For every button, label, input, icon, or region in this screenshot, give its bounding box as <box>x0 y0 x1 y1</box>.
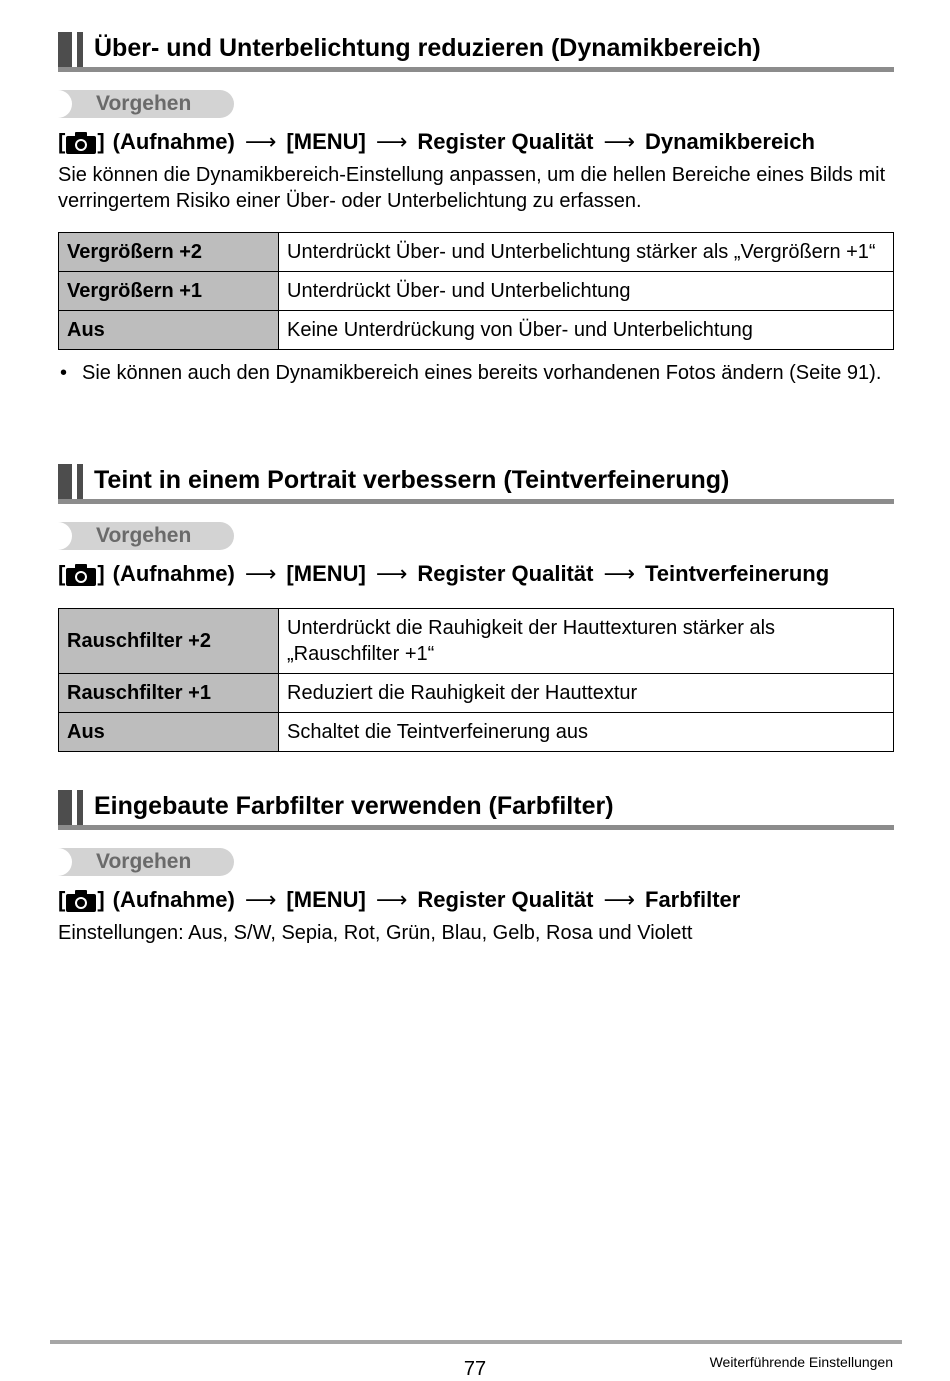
path-mode: (Aufnahme) <box>112 129 235 154</box>
table-key: Vergrößern +1 <box>59 272 279 311</box>
table-value: Keine Unterdrückung von Über- und Unterbelichtung <box>279 311 894 350</box>
path-menu: [MENU] <box>286 887 366 912</box>
procedure-label-text: Vorgehen <box>96 524 192 547</box>
table-key: Vergrößern +2 <box>59 233 279 272</box>
bracket-close: ] <box>97 561 105 586</box>
procedure-label <box>58 90 234 118</box>
path-menu: [MENU] <box>286 129 366 154</box>
table-value: Unterdrückt die Rauhigkeit der Hauttexturen stärker als „Rauschfilter +1“ <box>279 609 894 674</box>
path-mode: (Aufnahme) <box>112 561 235 586</box>
path-target: Teintverfeinerung <box>645 561 830 586</box>
arrow-right-icon: ⟶ <box>603 887 635 912</box>
section-title: Teint in einem Portrait verbessern (Teintverfeinerung) <box>94 466 730 494</box>
arrow-right-icon: ⟶ <box>375 129 408 154</box>
note-text: Sie können auch den Dynamikbereich eines bereits vorhandenen Fotos ändern (Seite 91). <box>82 362 882 384</box>
table-row <box>59 713 894 752</box>
path-target: Dynamikbereich <box>645 129 815 154</box>
page-number: 77 <box>463 1358 487 1380</box>
table-row <box>59 609 894 674</box>
arrow-right-icon: ⟶ <box>603 561 635 586</box>
section-description: Einstellungen: Aus, S/W, Sepia, Rot, Grün, Blau, Gelb, Rosa und Violett <box>58 922 693 944</box>
procedure-label <box>58 522 234 550</box>
note-bullet <box>58 360 894 386</box>
footer-rule <box>50 1340 902 1344</box>
camera-icon <box>66 563 96 585</box>
heading-bar-decoration <box>77 790 83 828</box>
settings-table <box>58 232 894 350</box>
table-value: Unterdrückt Über- und Unterbelichtung stärker als „Vergrößern +1“ <box>279 233 894 272</box>
camera-icon <box>66 131 96 153</box>
table-row <box>59 233 894 272</box>
section-description: Sie können die Dynamikbereich-Einstellung anpassen, um die hellen Bereiche eines Bilds mit verringertem Risiko einer Über- oder Unterbelichtung zu erfassen. <box>58 164 886 212</box>
arrow-right-icon: ⟶ <box>603 129 635 154</box>
heading-rule <box>58 499 894 504</box>
path-register: Register Qualität <box>417 561 594 586</box>
bracket-open: [ <box>58 561 66 586</box>
procedure-label-text: Vorgehen <box>96 850 192 873</box>
section-heading <box>58 464 894 504</box>
arrow-right-icon: ⟶ <box>375 887 408 912</box>
procedure-label <box>58 848 234 876</box>
bracket-close: ] <box>97 887 105 912</box>
bracket-close: ] <box>97 129 105 154</box>
bracket-open: [ <box>58 887 66 912</box>
path-register: Register Qualität <box>417 887 594 912</box>
heading-bar-decoration <box>58 32 72 70</box>
table-row <box>59 674 894 713</box>
heading-bar-decoration <box>58 464 72 502</box>
heading-bar-decoration <box>58 790 72 828</box>
menu-path <box>58 558 894 590</box>
table-row <box>59 311 894 350</box>
table-value: Schaltet die Teintverfeinerung aus <box>279 713 894 752</box>
section-color-filter <box>58 790 894 946</box>
section-title: Über- und Unterbelichtung reduzieren (Dynamikbereich) <box>94 34 761 62</box>
path-register: Register Qualität <box>417 129 594 154</box>
section-heading <box>58 790 894 830</box>
arrow-right-icon: ⟶ <box>244 129 277 154</box>
path-mode: (Aufnahme) <box>112 887 235 912</box>
arrow-right-icon: ⟶ <box>244 887 277 912</box>
path-menu: [MENU] <box>286 561 366 586</box>
arrow-right-icon: ⟶ <box>375 561 408 586</box>
menu-path <box>58 126 894 158</box>
heading-bar-decoration <box>77 32 83 70</box>
menu-path <box>58 884 894 916</box>
table-value: Reduziert die Rauhigkeit der Hauttextur <box>279 674 894 713</box>
procedure-label-text: Vorgehen <box>96 92 192 115</box>
heading-rule <box>58 825 894 830</box>
bullet-icon: • <box>60 362 68 384</box>
table-key: Aus <box>59 713 279 752</box>
camera-icon <box>66 889 96 911</box>
table-row <box>59 272 894 311</box>
section-title: Eingebaute Farbfilter verwenden (Farbfilter) <box>94 792 614 820</box>
bracket-open: [ <box>58 129 66 154</box>
chapter-title: Weiterführende Einstellungen <box>709 1354 893 1370</box>
table-key: Rauschfilter +2 <box>59 609 279 674</box>
section-heading <box>58 32 894 72</box>
arrow-right-icon: ⟶ <box>244 561 277 586</box>
table-value: Unterdrückt Über- und Unterbelichtung <box>279 272 894 311</box>
path-target: Farbfilter <box>645 887 741 912</box>
table-key: Rauschfilter +1 <box>59 674 279 713</box>
heading-rule <box>58 67 894 72</box>
heading-bar-decoration <box>77 464 83 502</box>
section-skin-tone <box>58 464 894 752</box>
section-dynamic-range <box>58 32 894 386</box>
table-key: Aus <box>59 311 279 350</box>
settings-table <box>58 608 894 752</box>
